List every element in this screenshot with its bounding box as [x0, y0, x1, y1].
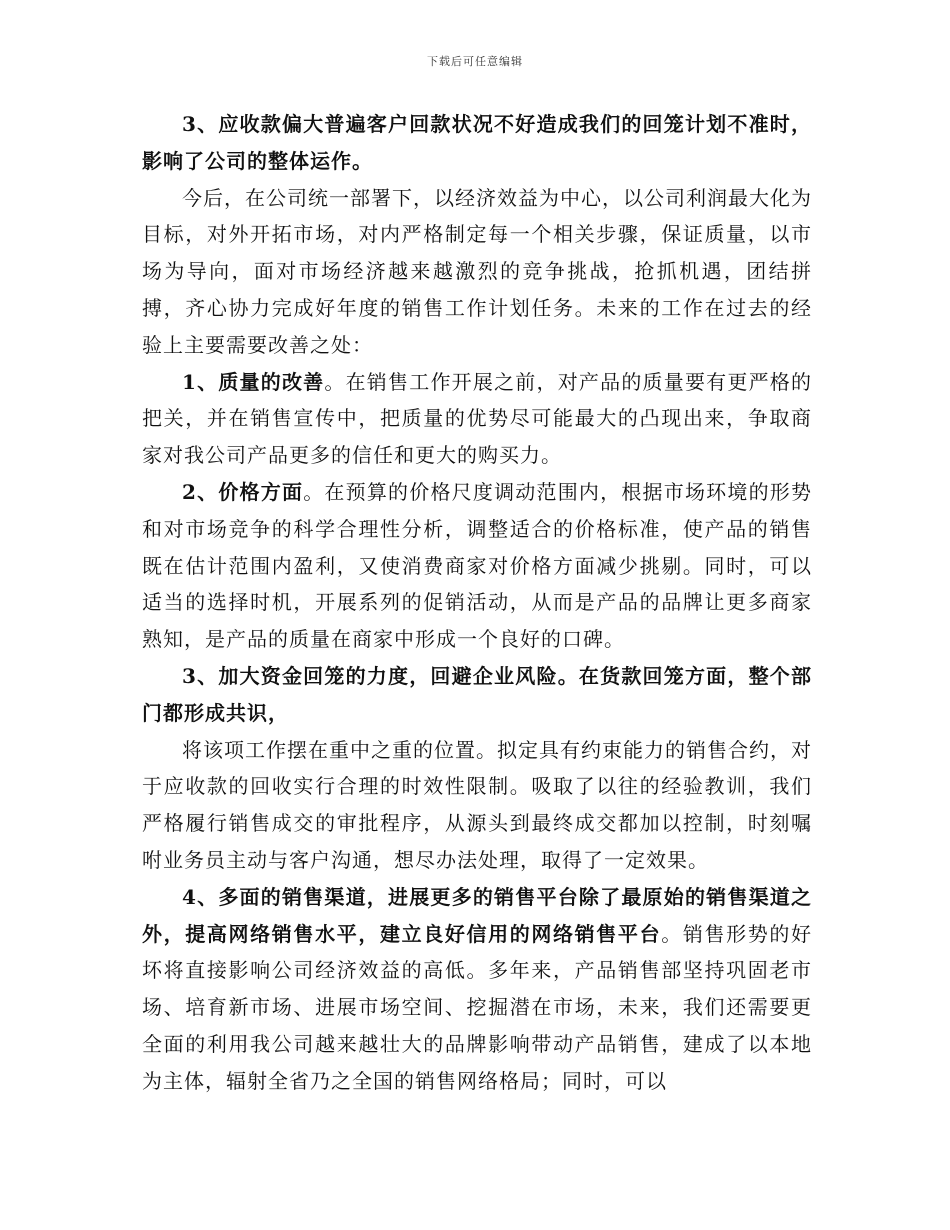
paragraph-pricing: [142, 474, 812, 658]
paragraph-fund-recovery-detail: [142, 732, 812, 879]
paragraph-receivables-issue: [142, 106, 812, 180]
paragraph-fund-recovery: [142, 658, 812, 732]
paragraph-text: 。在销售工作开展之前，对产品的质量要有更严格的把关，并在销售宣传中，把质量的优势尽可能最大的凸现出来，争取商家对我公司产品更多的信任和更大的购买力。: [142, 369, 813, 468]
page-header: 下载后可任意编辑: [427, 55, 523, 68]
paragraph-future-plan: [142, 180, 812, 364]
paragraph-text: 今后，在公司统一部署下，以经济效益为中心，以公司利润最大化为目标，对外开拓市场，对内严格制定每一个相关步骤，保证质量，以市场为导向，面对市场经济越来越激烈的竞争挑战，抢抓机遇，团结拼搏，齐心协力完成好年度的销售工作计划任务。未来的工作在过去的经验上主要需要改善之处：: [142, 185, 812, 357]
paragraph-text: 。在预算的价格尺度调动范围内，根据市场环境的形势和对市场竞争的科学合理性分析，调整适合的价格标准，使产品的销售既在估计范围内盈利，又使消费商家对价格方面减少挑剔。同时，可以适当的选择时机，开展系列的促销活动，从而是产品的品牌让更多商家熟知，是产品的质量在商家中形成一个良好的口碑。: [142, 479, 813, 652]
paragraph-text: 。销售形势的好坏将直接影响公司经济效益的高低。多年来，产品销售部坚持巩固老市场、培育新市场、进展市场空间、挖掘潜在市场，未来，我们还需要更全面的利用我公司越来越壮大的品牌影响带动产品销售，建成了以本地为主体，辐射全省乃之全国的销售网络格局；同时，可以: [142, 921, 813, 1093]
paragraph-bold-text: 3、加大资金回笼的力度，回避企业风险。在货款回笼方面，整个部门都形成共识，: [142, 663, 812, 725]
paragraph-quality-improvement: [142, 364, 812, 474]
paragraph-bold-text: 4、多面的销售渠道，进展更多的销售平台除了最原始的销售渠道之外，提高网络销售水平，建立良好信用的网络销售平台: [142, 884, 812, 946]
paragraph-text: 将该项工作摆在重中之重的位置。拟定具有约束能力的销售合约，对于应收款的回收实行合理的时效性限制。吸取了以往的经验教训，我们严格履行销售成交的审批程序，从源头到最终成交都加以控制，时刻嘱咐业务员主动与客户沟通，想尽办法处理，取得了一定效果。: [142, 737, 812, 872]
document-body: [142, 106, 812, 1100]
paragraph-bold-text: 2、价格方面: [182, 479, 304, 504]
paragraph-bold-text: 3、应收款偏大普遍客户回款状况不好造成我们的回笼计划不准时，影响了公司的整体运作。: [142, 112, 812, 173]
paragraph-sales-channels: [142, 879, 812, 1100]
paragraph-bold-text: 1、质量的改善: [182, 369, 325, 394]
